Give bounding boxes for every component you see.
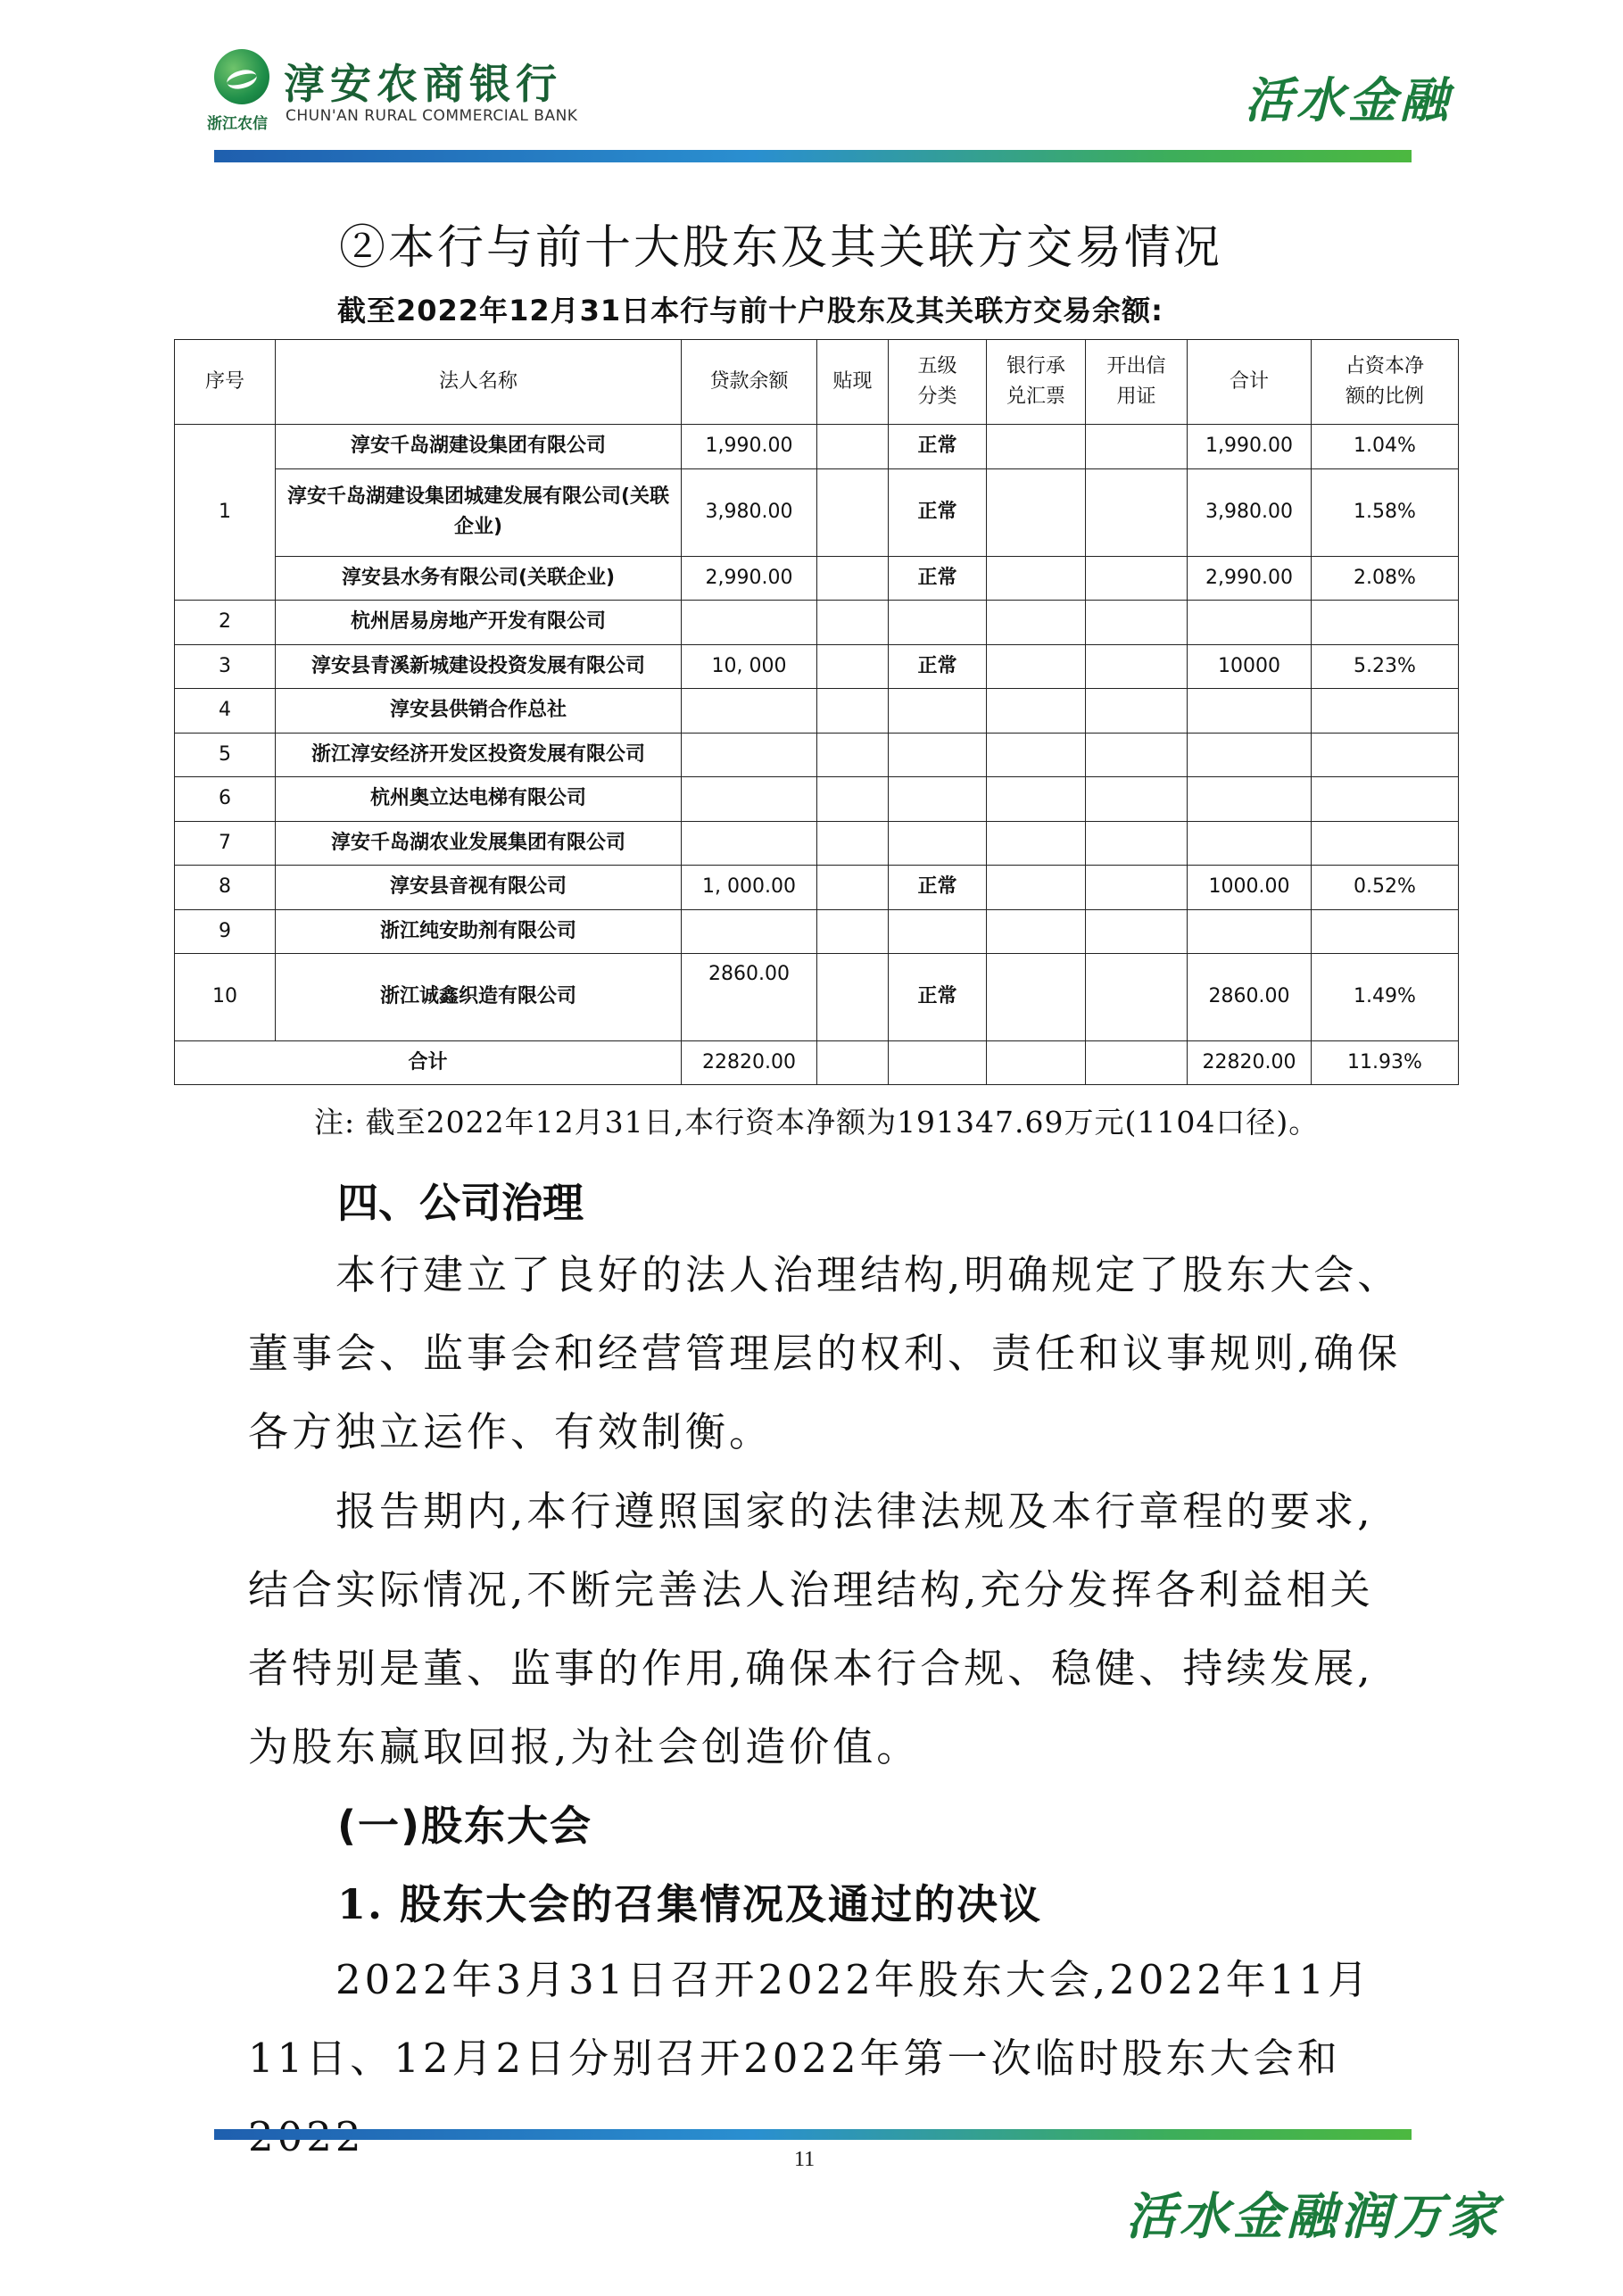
cell-total: 10000: [1188, 644, 1312, 689]
cell-discount: [817, 468, 889, 556]
cell-name: 淳安千岛湖建设集团城建发展有限公司(关联企业): [276, 468, 682, 556]
paragraph-text: 报告期内,本行遵照国家的法律法规及本行章程的要求,结合实际情况,不断完善法人治理结构,充分发挥各利益相关者特别是董、监事的作用,确保本行合规、稳健、持续发展,为股东赢取回报,为社会创造价值。: [248, 1488, 1374, 1770]
cell-credit: [1086, 425, 1188, 469]
cell-seq: 4: [175, 689, 276, 734]
cell-loan: [682, 821, 817, 866]
cell-class: [889, 733, 987, 777]
cell-discount: [817, 866, 889, 910]
cell-acceptance: [987, 601, 1086, 645]
header-loan: 贷款余额: [682, 340, 817, 425]
cell-total: 1,990.00: [1188, 425, 1312, 469]
cell-name: 淳安县青溪新城建设投资发展有限公司: [276, 644, 682, 689]
cell-loan: [682, 777, 817, 822]
footer-divider-band: [214, 2129, 1412, 2140]
cell-seq: 1: [175, 425, 276, 601]
cell-name: 淳安千岛湖建设集团有限公司: [276, 425, 682, 469]
cell-name: 杭州居易房地产开发有限公司: [276, 601, 682, 645]
table-header-row: [175, 340, 1459, 425]
header-seq: 序号: [175, 340, 276, 425]
table-row: [175, 689, 1459, 734]
table-row: [175, 556, 1459, 601]
cell-total: 2,990.00: [1188, 556, 1312, 601]
cell-total: 1000.00: [1188, 866, 1312, 910]
cell-name: 杭州奥立达电梯有限公司: [276, 777, 682, 822]
cell-ratio: 1.58%: [1312, 468, 1459, 556]
total-class: [889, 1041, 987, 1085]
cell-loan: 2860.00: [682, 954, 817, 1041]
cell-class: [889, 821, 987, 866]
cell-loan: [682, 601, 817, 645]
cell-total: [1188, 733, 1312, 777]
header-credit-line2: 用证: [1116, 385, 1156, 408]
cell-seq: 8: [175, 866, 276, 910]
page-number: 11: [794, 2148, 816, 2171]
header-name: 法人名称: [276, 340, 682, 425]
header-ratio-line2: 额的比例: [1345, 385, 1424, 408]
cell-discount: [817, 777, 889, 822]
cell-ratio: 1.49%: [1312, 954, 1459, 1041]
cell-discount: [817, 689, 889, 734]
cell-loan: [682, 733, 817, 777]
cell-loan: 2,990.00: [682, 556, 817, 601]
cell-acceptance: [987, 468, 1086, 556]
cell-acceptance: [987, 425, 1086, 469]
cell-class: [889, 777, 987, 822]
cell-discount: [817, 556, 889, 601]
cell-credit: [1086, 556, 1188, 601]
table-row: [175, 644, 1459, 689]
table-note: 注: 截至2022年12月31日,本行资本净额为191347.69万元(1104口径)。: [314, 1105, 1320, 1140]
cell-ratio: 0.52%: [1312, 866, 1459, 910]
header-ratio-line1: 占资本净: [1345, 354, 1424, 377]
table-row: [175, 777, 1459, 822]
shareholder-transactions-table: [174, 339, 1459, 1085]
cell-credit: [1086, 821, 1188, 866]
header-total: 合计: [1188, 340, 1312, 425]
total-ratio: 11.93%: [1312, 1041, 1459, 1085]
cell-total: [1188, 689, 1312, 734]
cell-ratio: [1312, 909, 1459, 954]
cell-discount: [817, 644, 889, 689]
paragraph-text: 本行建立了良好的法人治理结构,明确规定了股东大会、董事会、监事会和经营管理层的权利、责任和议事规则,确保各方独立运作、有效制衡。: [248, 1251, 1402, 1455]
section-heading-corporate-governance: 四、公司治理: [337, 1179, 584, 1227]
cell-acceptance: [987, 777, 1086, 822]
table-row: [175, 733, 1459, 777]
cell-ratio: [1312, 777, 1459, 822]
cell-class: 正常: [889, 425, 987, 469]
cell-loan: 10, 000: [682, 644, 817, 689]
cell-class: [889, 601, 987, 645]
bank-logo-icon: [214, 49, 269, 104]
subheading-meeting-resolutions: 1. 股东大会的召集情况及通过的决议: [337, 1880, 1043, 1928]
cell-seq: 9: [175, 909, 276, 954]
bank-english-name: CHUN'AN RURAL COMMERCIAL BANK: [286, 107, 578, 125]
cell-discount: [817, 821, 889, 866]
cell-name: 淳安县水务有限公司(关联企业): [276, 556, 682, 601]
cell-credit: [1086, 468, 1188, 556]
cell-loan: 1,990.00: [682, 425, 817, 469]
logo-subtitle: 浙江农信: [207, 115, 268, 133]
paragraph-meeting-dates: [248, 1941, 1408, 2176]
cell-class: [889, 909, 987, 954]
subheading-shareholders-meeting: (一)股东大会: [337, 1802, 593, 1850]
total-label: 合计: [175, 1041, 682, 1085]
header-credit-line1: 开出信: [1106, 354, 1166, 377]
cell-credit: [1086, 689, 1188, 734]
cell-discount: [817, 954, 889, 1041]
total-sum: 22820.00: [1188, 1041, 1312, 1085]
header-acceptance-line1: 银行承: [1006, 354, 1065, 377]
cell-acceptance: [987, 556, 1086, 601]
cell-seq: 5: [175, 733, 276, 777]
cell-discount: [817, 733, 889, 777]
cell-class: 正常: [889, 468, 987, 556]
cell-loan: 1, 000.00: [682, 866, 817, 910]
cell-total: [1188, 777, 1312, 822]
header-acceptance-line2: 兑汇票: [1006, 385, 1065, 408]
cell-total: [1188, 601, 1312, 645]
table-caption: 截至2022年12月31日本行与前十户股东及其关联方交易余额:: [337, 294, 1163, 327]
cell-class: 正常: [889, 556, 987, 601]
cell-name: 浙江诚鑫织造有限公司: [276, 954, 682, 1041]
cell-credit: [1086, 866, 1188, 910]
cell-discount: [817, 425, 889, 469]
cell-total: [1188, 821, 1312, 866]
table-row: [175, 866, 1459, 910]
cell-acceptance: [987, 909, 1086, 954]
header-letter-of-credit: [1086, 340, 1188, 425]
cell-credit: [1086, 601, 1188, 645]
cell-name: 浙江纯安助剂有限公司: [276, 909, 682, 954]
cell-class: 正常: [889, 644, 987, 689]
header-ratio: [1312, 340, 1459, 425]
header-class: [889, 340, 987, 425]
cell-acceptance: [987, 644, 1086, 689]
table-row: [175, 468, 1459, 556]
cell-ratio: 1.04%: [1312, 425, 1459, 469]
cell-acceptance: [987, 733, 1086, 777]
cell-total: 2860.00: [1188, 954, 1312, 1041]
cell-acceptance: [987, 689, 1086, 734]
paragraph-reporting-period: [248, 1472, 1408, 1786]
cell-seq: 2: [175, 601, 276, 645]
cell-loan: 3,980.00: [682, 468, 817, 556]
header-class-line2: 分类: [917, 385, 957, 408]
cell-acceptance: [987, 866, 1086, 910]
cell-discount: [817, 601, 889, 645]
cell-credit: [1086, 777, 1188, 822]
cell-class: 正常: [889, 866, 987, 910]
bank-name: 淳安农商银行: [284, 60, 562, 108]
cell-name: 浙江淳安经济开发区投资发展有限公司: [276, 733, 682, 777]
header-class-line1: 五级: [917, 354, 957, 377]
table-row: [175, 425, 1459, 469]
paragraph-text: 2022年3月31日召开2022年股东大会,2022年11月11日、12月2日分别召开2022年第一次临时股东大会和: [248, 1956, 1372, 2082]
cell-ratio: [1312, 689, 1459, 734]
cell-ratio: [1312, 821, 1459, 866]
cell-discount: [817, 909, 889, 954]
cell-acceptance: [987, 821, 1086, 866]
footer-slogan: 活水金融润万家: [1126, 2187, 1501, 2246]
header-discount: 贴现: [817, 340, 889, 425]
cell-name: 淳安县音视有限公司: [276, 866, 682, 910]
total-loan: 22820.00: [682, 1041, 817, 1085]
cell-name: 淳安千岛湖农业发展集团有限公司: [276, 821, 682, 866]
header-slogan: 活水金融: [1245, 71, 1452, 128]
cell-credit: [1086, 954, 1188, 1041]
cell-ratio: [1312, 601, 1459, 645]
table-row: [175, 954, 1459, 1041]
cell-acceptance: [987, 954, 1086, 1041]
cell-credit: [1086, 909, 1188, 954]
cell-total: [1188, 909, 1312, 954]
cell-seq: 7: [175, 821, 276, 866]
cell-ratio: 2.08%: [1312, 556, 1459, 601]
cell-seq: 10: [175, 954, 276, 1041]
header-acceptance: [987, 340, 1086, 425]
table-total-row: [175, 1041, 1459, 1085]
table-row: [175, 601, 1459, 645]
section-title: ②本行与前十大股东及其关联方交易情况: [339, 221, 1223, 275]
cell-name: 淳安县供销合作总社: [276, 689, 682, 734]
cell-class: 正常: [889, 954, 987, 1041]
cell-seq: 3: [175, 644, 276, 689]
header-divider-band: [214, 150, 1412, 162]
cell-total: 3,980.00: [1188, 468, 1312, 556]
table-row: [175, 909, 1459, 954]
cell-credit: [1086, 733, 1188, 777]
cell-ratio: [1312, 733, 1459, 777]
cell-ratio: 5.23%: [1312, 644, 1459, 689]
total-credit: [1086, 1041, 1188, 1085]
cell-credit: [1086, 644, 1188, 689]
cell-class: [889, 689, 987, 734]
table-row: [175, 821, 1459, 866]
cell-loan: [682, 909, 817, 954]
cell-seq: 6: [175, 777, 276, 822]
paragraph-governance-structure: [248, 1236, 1408, 1471]
total-discount: [817, 1041, 889, 1085]
cell-loan: [682, 689, 817, 734]
total-acceptance: [987, 1041, 1086, 1085]
